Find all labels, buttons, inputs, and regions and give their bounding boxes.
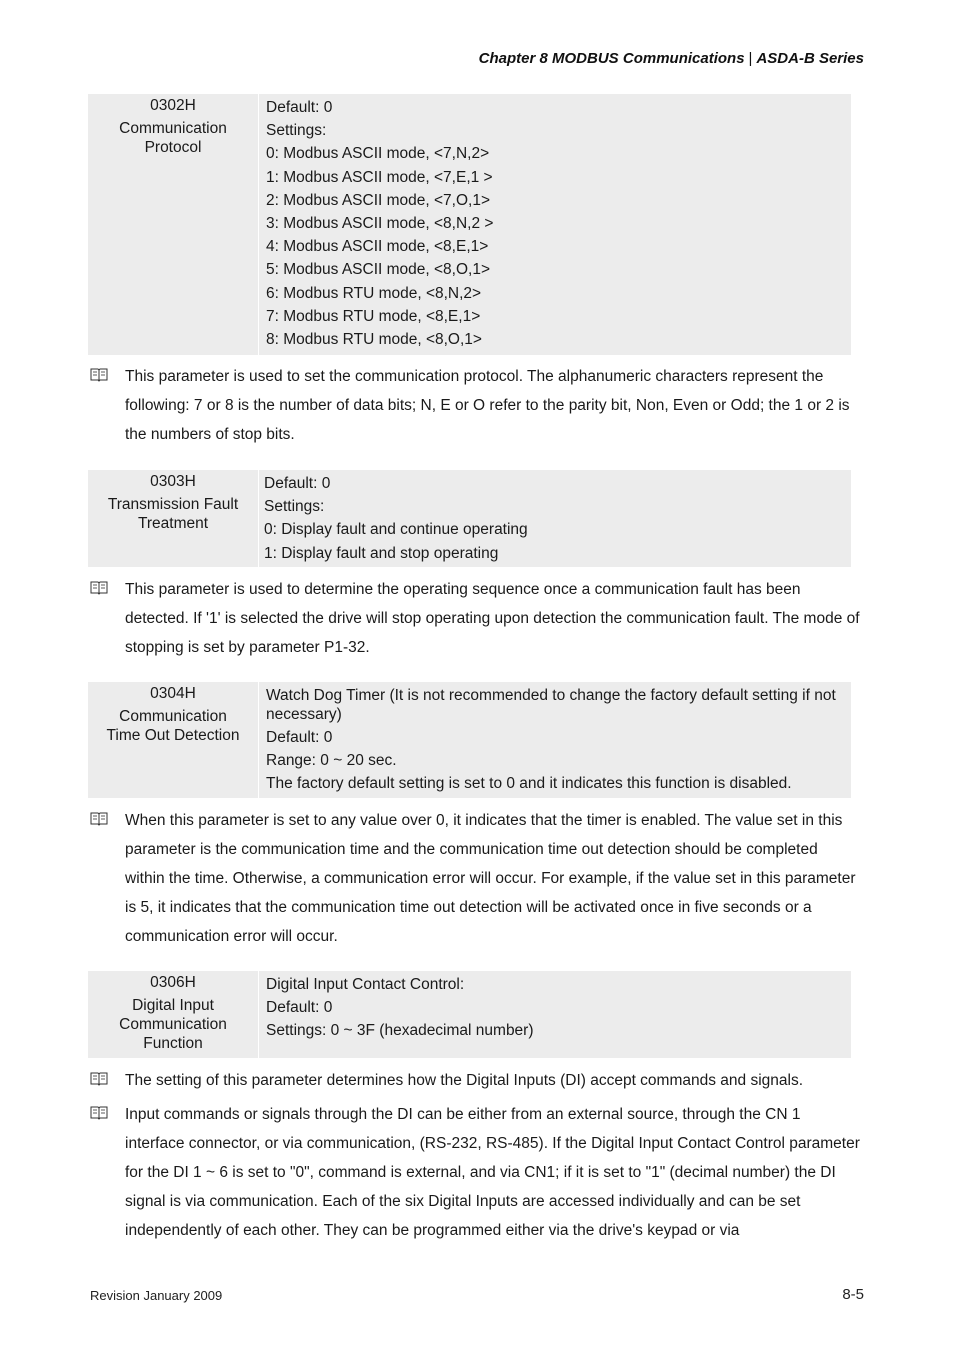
settings-line: 0: Display fault and continue operating bbox=[264, 521, 528, 539]
param-id-cell bbox=[88, 470, 259, 567]
settings-line: 4: Modbus ASCII mode, <8,E,1> bbox=[266, 238, 489, 256]
settings-line: 5: Modbus ASCII mode, <8,O,1> bbox=[266, 261, 491, 279]
note-0302h bbox=[90, 362, 860, 449]
note-text: This parameter is used to determine the operating sequence once a communication fault has been detected. If '1' is selected the drive will stop operating upon detection the communication fault. The mode of stopping is set by parameter P1-32. bbox=[125, 581, 860, 656]
footer-revision: Revision January 2009 bbox=[90, 1288, 223, 1303]
header-separator: | bbox=[748, 50, 753, 67]
param-id-cell bbox=[88, 682, 259, 798]
note-text: The setting of this parameter determines how the Digital Inputs (DI) accept commands and signals. bbox=[125, 1072, 804, 1089]
page-number: 8-5 bbox=[842, 1286, 864, 1303]
param-code: 0306H bbox=[150, 974, 196, 991]
note-0304h bbox=[90, 806, 860, 951]
settings-line: The factory default setting is set to 0 and it indicates this function is disabled. bbox=[266, 775, 792, 793]
book-icon bbox=[90, 580, 108, 596]
param-name: Communication Protocol bbox=[119, 120, 227, 156]
settings-line: 3: Modbus ASCII mode, <8,N,2 > bbox=[266, 215, 494, 233]
book-icon bbox=[90, 1105, 108, 1121]
settings-line: Default: 0 bbox=[264, 475, 331, 492]
param-table-0303h bbox=[88, 470, 851, 567]
param-settings-cell bbox=[259, 470, 851, 567]
settings-line: Digital Input Contact Control: bbox=[266, 976, 465, 993]
param-code: 0303H bbox=[150, 473, 196, 490]
settings-line: Default: 0 bbox=[266, 729, 333, 746]
settings-line: 7: Modbus RTU mode, <8,E,1> bbox=[266, 307, 481, 325]
param-settings-cell bbox=[259, 971, 851, 1058]
settings-line: Settings: bbox=[266, 122, 327, 140]
param-table-0302h bbox=[88, 94, 851, 355]
param-table-0306h bbox=[88, 971, 851, 1058]
chapter-title: Chapter 8 MODBUS Communications bbox=[478, 50, 745, 67]
settings-line: 2: Modbus ASCII mode, <7,O,1> bbox=[266, 191, 491, 209]
settings-line: Default: 0 bbox=[266, 99, 333, 116]
param-name: Digital Input Communication Function bbox=[119, 997, 227, 1052]
param-id-cell bbox=[88, 971, 259, 1058]
page-header bbox=[479, 50, 864, 67]
settings-line: Settings: 0 ~ 3F (hexadecimal number) bbox=[266, 1022, 534, 1040]
param-settings-cell bbox=[259, 94, 851, 355]
settings-line: 8: Modbus RTU mode, <8,O,1> bbox=[266, 331, 482, 349]
param-name: Transmission Fault Treatment bbox=[107, 496, 239, 532]
book-icon bbox=[90, 1071, 108, 1087]
settings-line: 1: Modbus ASCII mode, <7,E,1 > bbox=[266, 168, 493, 186]
settings-line: 6: Modbus RTU mode, <8,N,2> bbox=[266, 284, 482, 302]
book-icon bbox=[90, 811, 108, 827]
note-0306h-b bbox=[90, 1100, 860, 1245]
note-text: Input commands or signals through the DI can be either from an external source, through the CN 1 interface connector, or via communication, (RS-232, RS-485). If the Digital Input Contact Control parameter for the DI 1 ~ 6 is set to "0", command is external, and via CN1; if it is set to "1" (decimal number) the DI signal is via communication. Each of the six Digital Inputs are accessed individually and can be set independently of each other. They can be programmed either via the drive's keypad or via bbox=[125, 1106, 860, 1239]
param-code: 0304H bbox=[150, 685, 196, 702]
settings-line: Settings: bbox=[264, 498, 325, 516]
param-name: Communication Time Out Detection bbox=[106, 708, 240, 744]
param-code: 0302H bbox=[150, 97, 196, 114]
settings-line: Watch Dog Timer (It is not recommended to change the factory default setting if not necessary) bbox=[266, 687, 836, 723]
param-settings-cell bbox=[259, 682, 851, 798]
series-title: ASDA-B Series bbox=[756, 50, 864, 67]
note-text: This parameter is used to set the communication protocol. The alphanumeric characters represent the following: 7 or 8 is the number of data bits; N, E or O refer to the parity bit, Non, Even or Odd; the 1 or 2 is the numbers of stop bits. bbox=[125, 368, 850, 443]
param-id-cell bbox=[88, 94, 259, 355]
note-text: When this parameter is set to any value over 0, it indicates that the timer is enabled. The value set in this parameter is the communication time and the communication time out detection should be completed within the time. Otherwise, a communication error will occur. For example, if the value set in this parameter is 5, it indicates that the communication time out detection will be activated once in five seconds or a communication error will occur. bbox=[125, 812, 856, 945]
settings-line: 1: Display fault and stop operating bbox=[264, 544, 499, 562]
note-0303h bbox=[90, 575, 860, 662]
book-icon bbox=[90, 367, 108, 383]
settings-line: Default: 0 bbox=[266, 999, 333, 1017]
settings-line: Range: 0 ~ 20 sec. bbox=[266, 752, 397, 770]
note-0306h-a bbox=[90, 1066, 860, 1095]
param-table-0304h bbox=[88, 682, 851, 798]
settings-line: 0: Modbus ASCII mode, <7,N,2> bbox=[266, 145, 490, 163]
